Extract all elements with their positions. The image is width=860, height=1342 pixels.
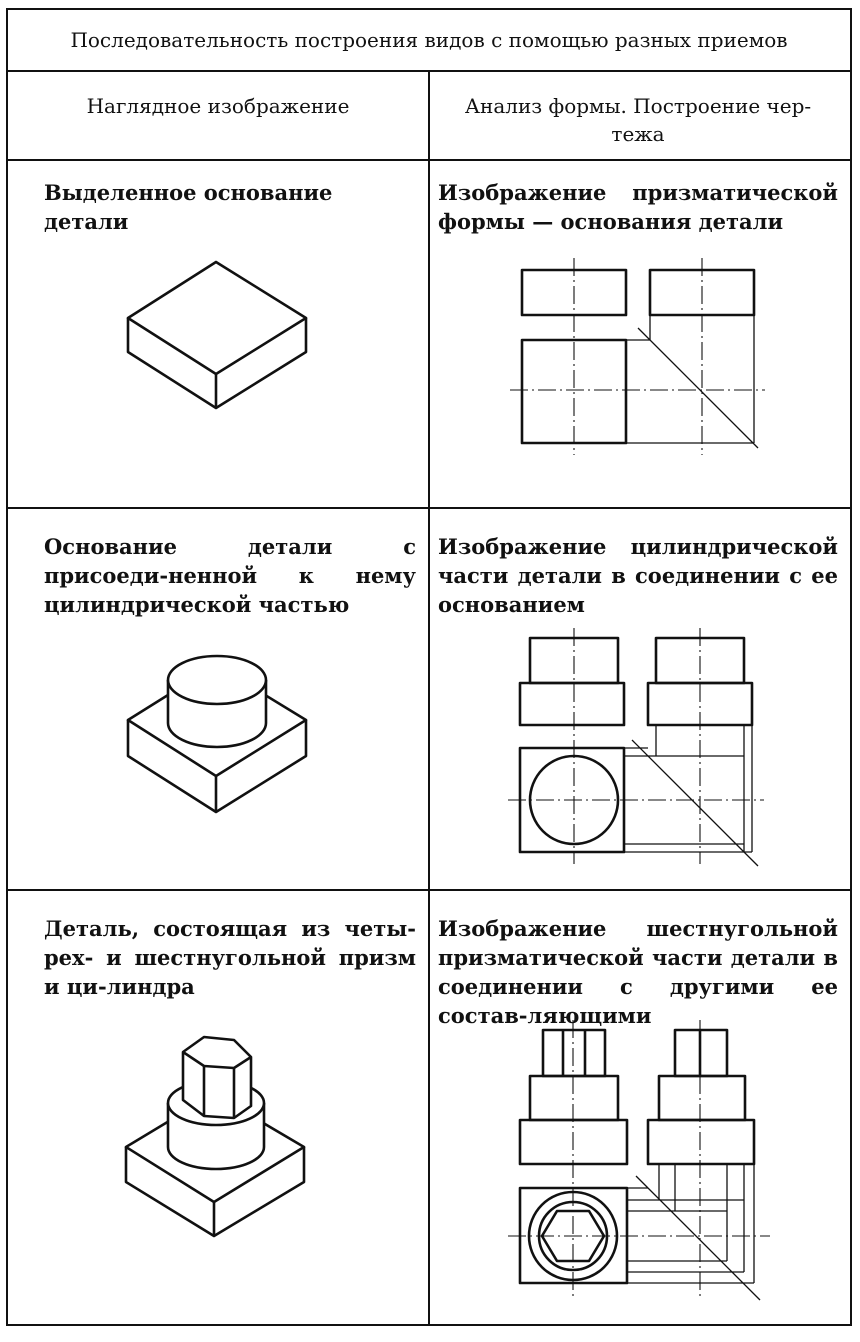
row3-left-caption: Деталь, состоящая из четы-рех- и шестнугольной призм и ци-линдра [44, 916, 416, 999]
header-right: Анализ формы. Построение чер-тежа [464, 94, 812, 146]
header-left: Наглядное изображение [86, 94, 350, 118]
row1-left-caption: Выделенное основание детали [44, 180, 333, 234]
row2-right-caption: Изображение цилиндрической части детали в соединении с ее основанием [438, 534, 838, 617]
row3-right-caption: Изображение шестнугольной призматической части детали в соединении с другими ее состав-ляющими [438, 916, 838, 1028]
row1-right-caption: Изображение призматической формы — основания детали [438, 180, 838, 234]
table-title: Последовательность построения видов с помощью разных приемов [70, 28, 788, 52]
row2-left-caption: Основание детали с присоеди-ненной к нему цилиндрической частью [44, 534, 416, 617]
